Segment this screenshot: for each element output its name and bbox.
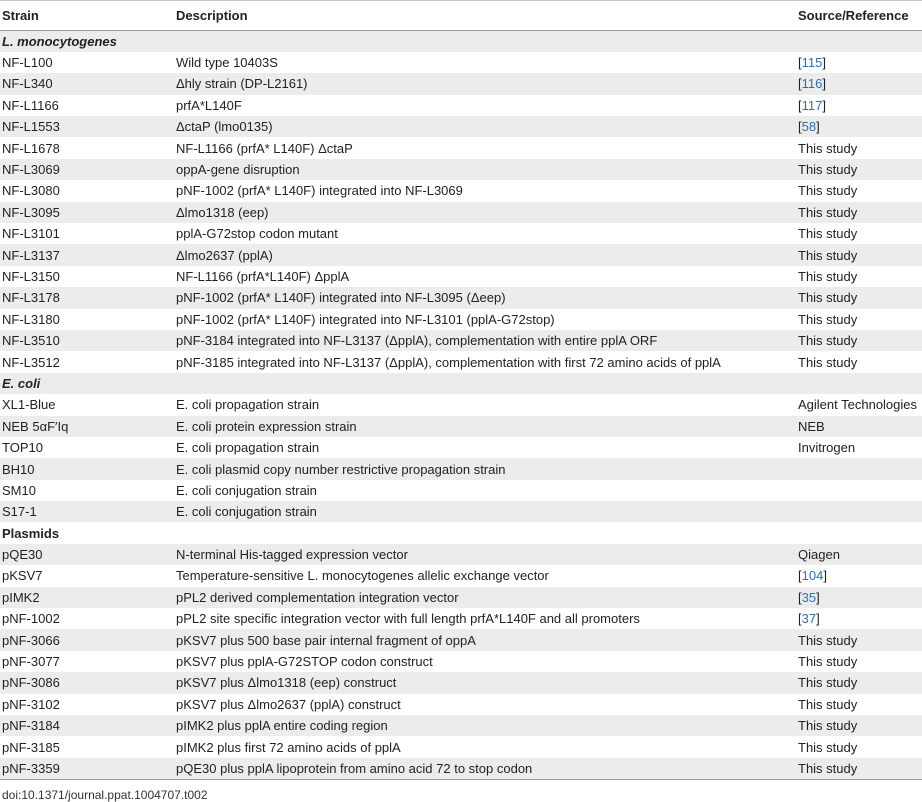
table-row: [0, 159, 922, 180]
table-row: [0, 244, 922, 265]
source-cell[interactable]: [117]: [798, 97, 826, 113]
description-cell: N-terminal His-tagged expression vector: [174, 544, 796, 565]
description-cell: pIMK2 plus pplA entire coding region: [174, 715, 796, 736]
strain-cell: NF-L3512: [2, 354, 60, 370]
strain-cell: NF-L3095: [0, 202, 174, 223]
source-cell[interactable]: [116]: [796, 73, 922, 94]
strain-cell: pNF-3102: [2, 696, 60, 712]
description-cell: NF-L1166 (prfA* L140F) ΔctaP: [176, 140, 353, 156]
table-row: [0, 715, 922, 736]
description-cell: pKSV7 plus Δlmo2637 (pplA) construct: [176, 696, 401, 712]
table-row: [0, 458, 922, 479]
reference-link[interactable]: 35: [801, 589, 817, 605]
strain-cell: pQE30: [0, 544, 174, 565]
column-header-strain: Strain: [0, 1, 174, 31]
strain-cell: NF-L3080: [2, 183, 60, 199]
description-cell: pNF-3184 integrated into NF-L3137 (ΔpplA), complementation with entire pplA ORF: [174, 330, 796, 351]
description-cell: E. coli plasmid copy number restrictive propagation strain: [174, 458, 796, 479]
strain-cell: NF-L3510: [0, 330, 174, 351]
table-row: [0, 95, 922, 116]
description-cell: pQE30 plus pplA lipoprotein from amino acid 72 to stop codon: [174, 758, 796, 779]
table-row: [0, 629, 922, 650]
source-cell: This study: [796, 159, 922, 180]
strain-cell: pNF-3359: [0, 758, 174, 779]
table-row: [0, 351, 922, 372]
description-cell: Temperature-sensitive L. monocytogenes allelic exchange vector: [176, 568, 549, 584]
table-row: [0, 501, 922, 522]
strain-cell: NF-L3137: [0, 244, 174, 265]
table-row: [0, 736, 922, 757]
table-row: [0, 480, 922, 501]
table-header-row: [0, 1, 922, 31]
description-cell: pKSV7 plus Δlmo1318 (eep) construct: [174, 672, 796, 693]
description-cell: E. coli protein expression strain: [174, 416, 796, 437]
description-cell: E. coli conjugation strain: [176, 482, 317, 498]
table-row: [0, 437, 922, 458]
table-row: [0, 180, 922, 201]
description-cell: pPL2 derived complementation integration vector: [174, 587, 796, 608]
table-row: [0, 202, 922, 223]
table-row: [0, 651, 922, 672]
description-cell: pIMK2 plus first 72 amino acids of pplA: [176, 739, 401, 755]
source-cell: This study: [798, 696, 858, 712]
description-cell: Δhly strain (DP-L2161): [174, 73, 796, 94]
strain-cell: NF-L3150: [2, 268, 60, 284]
source-cell: This study: [796, 330, 922, 351]
strain-cell: pIMK2: [0, 587, 174, 608]
reference-link[interactable]: 104: [801, 568, 824, 584]
description-cell: oppA-gene disruption: [174, 159, 796, 180]
table-row: [0, 266, 922, 287]
section-row: [0, 31, 922, 52]
source-cell[interactable]: [104]: [798, 568, 827, 584]
source-cell: This study: [798, 226, 858, 242]
reference-link[interactable]: 116: [801, 76, 823, 92]
source-cell: [796, 480, 922, 501]
description-cell: Δlmo2637 (pplA): [174, 244, 796, 265]
description-cell: prfA*L140F: [176, 97, 242, 113]
strain-cell: NF-L1553: [0, 116, 174, 137]
strain-cell: NF-L340: [0, 73, 174, 94]
section-row: [0, 373, 922, 394]
source-cell: This study: [798, 311, 858, 327]
strain-cell: NF-L3069: [0, 159, 174, 180]
reference-link[interactable]: 37: [801, 611, 817, 627]
description-cell: pNF-1002 (prfA* L140F) integrated into NF-L3095 (Δeep): [174, 287, 796, 308]
strain-cell: pNF-1002: [2, 611, 60, 627]
strain-cell: NF-L1678: [2, 140, 60, 156]
table-body: [0, 31, 922, 780]
description-cell: pPL2 site specific integration vector with full length prfA*L140F and all promoters: [176, 611, 640, 627]
source-cell: Invitrogen: [798, 440, 856, 456]
source-cell: This study: [798, 140, 858, 156]
doi-caption: doi:10.1371/journal.ppat.1004707.t002: [2, 787, 208, 802]
source-cell: This study: [796, 758, 922, 779]
strain-cell: SM10: [2, 482, 36, 498]
table-row: [0, 565, 922, 586]
strain-cell: NF-L1166: [2, 97, 59, 113]
description-cell: pKSV7 plus pplA-G72STOP codon construct: [176, 654, 433, 670]
description-cell: E. coli propagation strain: [176, 397, 320, 413]
table-row: [0, 309, 922, 330]
table-row: [0, 416, 922, 437]
strain-cell: NF-L3101: [2, 226, 60, 242]
strain-cell: pKSV7: [2, 568, 43, 584]
description-cell: pKSV7 plus 500 base pair internal fragment of oppA: [174, 629, 796, 650]
section-label: E. coli: [0, 373, 922, 394]
section-label: L. monocytogenes: [0, 31, 922, 52]
source-cell: This study: [796, 287, 922, 308]
section-row: [0, 522, 922, 543]
table-row: [0, 544, 922, 565]
table-row: [0, 330, 922, 351]
source-cell[interactable]: [58]: [796, 116, 922, 137]
column-header-source: Source/Reference: [796, 1, 922, 31]
source-cell: This study: [798, 654, 858, 670]
description-cell: Wild type 10403S: [176, 55, 278, 71]
table-row: [0, 223, 922, 244]
source-cell: NEB: [796, 416, 922, 437]
source-cell[interactable]: [115]: [798, 55, 826, 71]
strain-cell: pNF-3184: [0, 715, 174, 736]
source-cell: This study: [796, 244, 922, 265]
strain-cell: S17-1: [0, 501, 174, 522]
table-row: [0, 116, 922, 137]
section-label: Plasmids: [2, 525, 60, 541]
description-cell: ΔctaP (lmo0135): [174, 116, 796, 137]
table-row: [0, 394, 922, 415]
table-row: [0, 52, 922, 73]
table-row: [0, 137, 922, 158]
source-cell: Agilent Technologies: [798, 397, 918, 413]
table-row: [0, 587, 922, 608]
source-cell[interactable]: [37]: [798, 611, 820, 627]
reference-link[interactable]: 115: [801, 55, 823, 71]
description-cell: Δlmo1318 (eep): [174, 202, 796, 223]
description-cell: NF-L1166 (prfA*L140F) ΔpplA: [176, 268, 350, 284]
strain-cell: pNF-3077: [2, 654, 60, 670]
source-cell: This study: [796, 672, 922, 693]
source-cell: [796, 501, 922, 522]
column-header-description: Description: [174, 1, 796, 31]
strain-cell: NF-L3178: [0, 287, 174, 308]
source-cell: This study: [796, 202, 922, 223]
table-row: [0, 672, 922, 693]
source-cell: Qiagen: [796, 544, 922, 565]
description-cell: pNF-3185 integrated into NF-L3137 (ΔpplA), complementation with first 72 amino acids of pplA: [176, 354, 721, 370]
description-cell: E. coli propagation strain: [176, 440, 320, 456]
description-cell: E. coli conjugation strain: [174, 501, 796, 522]
table-row: [0, 73, 922, 94]
strain-cell: pNF-3185: [2, 739, 60, 755]
table-row: [0, 608, 922, 629]
strain-cell: pNF-3066: [0, 629, 174, 650]
description-cell: pNF-1002 (prfA* L140F) integrated into NF-L3069: [176, 183, 463, 199]
strain-cell: XL1-Blue: [2, 397, 56, 413]
description-cell: pplA-G72stop codon mutant: [176, 226, 338, 242]
source-cell: This study: [796, 629, 922, 650]
strain-cell: NEB 5αF′Iq: [0, 416, 174, 437]
strain-cell: TOP10: [2, 440, 43, 456]
table-row: [0, 758, 922, 779]
reference-link[interactable]: 117: [801, 97, 823, 113]
source-cell: This study: [796, 715, 922, 736]
source-cell: [796, 458, 922, 479]
table-row: [0, 694, 922, 715]
table-row: [0, 287, 922, 308]
strain-cell: BH10: [0, 458, 174, 479]
source-cell: This study: [798, 183, 858, 199]
source-cell: This study: [798, 354, 858, 370]
source-cell[interactable]: [35]: [796, 587, 922, 608]
description-cell: pNF-1002 (prfA* L140F) integrated into NF-L3101 (pplA-G72stop): [176, 311, 555, 327]
source-cell: This study: [798, 739, 858, 755]
strain-cell: NF-L100: [2, 55, 53, 71]
source-cell: This study: [798, 268, 858, 284]
strain-cell: NF-L3180: [2, 311, 60, 327]
reference-link[interactable]: 58: [801, 119, 817, 135]
strain-cell: pNF-3086: [0, 672, 174, 693]
